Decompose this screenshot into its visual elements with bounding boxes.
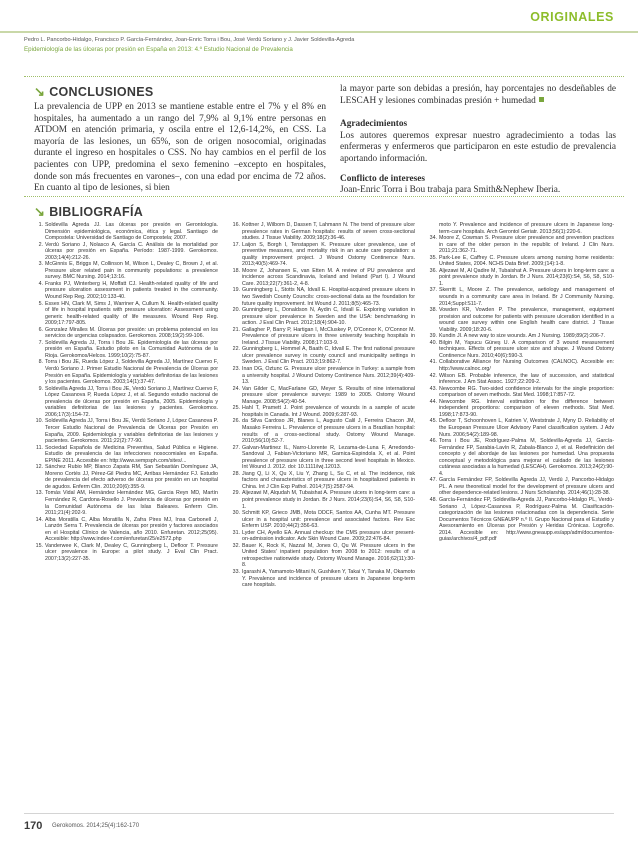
- reference-text: Schmitt KP, Grieco JMB, Mota DDCF, Santos AA, Cunha MT. Pressure ulcer in a hospital unit: prevalence and associated factors. Rev Esc Enferm USP. 2010;44(2):356-63.: [242, 510, 415, 530]
- reference-item: [231, 222, 415, 242]
- reference-text: Soldevilla Agreda JJ, Torra i Bou JE, Verdú Soriano J, Martínez Cuervo F, López Casanova P, Rueda López J, et al. Segundo estudio nacional de prevalencia de úlceras por presión en España, 2005. Epidemiología y variables definitorias de las lesiones y pacientes. Gerokomos. 2006;17(3):154-72.: [45, 385, 218, 418]
- reference-item: [34, 242, 218, 262]
- reference-text: Soldevilla Agreda JJ, Torra i Bou JE, Verdú Soriano J, López Casanova P. Tercer Estudio Nacional de Prevalencia de Úlceras por Presión en España, 2009. Epidemiología y variables definitorias de las lesiones y pacientes. Gerokomos. 2011;22(2):77-90.: [45, 418, 218, 445]
- reference-text: Kundin JI. A new way to size wounds. Am J Nursing. 1989;89(2):206-7.: [439, 333, 606, 340]
- reference-number: 27.: [232, 444, 240, 451]
- reference-item: [34, 359, 218, 385]
- reference-number: 38.: [429, 307, 437, 314]
- reference-number: 37.: [429, 287, 437, 294]
- conflict-heading: Conflicto de intereses: [340, 173, 426, 184]
- reference-text: Soldevilla Agreda JJ. Las úlceras por presión en Gerontología. Dimensión epidemiológica, económica, ética y legal. Santiago de Compostela: Universidad de Santiago de Compostela; 2007.: [45, 222, 218, 242]
- reference-text: da Silva Cardoso JR, Blanes L, Augusto Calil J, Ferreira Chacon JM, Masako Ferreira L. Prevalence of pressure ulcers in a Brazilian hospital: results of a cross-sectional study. Ostomy Wound Manage. 2010;56(10):52-7.: [242, 418, 415, 445]
- reference-text: Sánchez Rubio MP, Blanco Zapata RM, San Sebastián Domínguez JA, Moreno Cortés JJ, Pérez-Gil Piedra MC, Arribas Hernández FJ. Estudio de prevalencia del efecto adverso de úlceras por presión en un hospital de agudos. Enferm Clin. 2010;20(6):355-9.: [45, 464, 218, 490]
- reference-item: [231, 386, 415, 406]
- reference-item: [231, 530, 415, 543]
- reference-number: 25.: [232, 405, 240, 412]
- reference-item: [428, 497, 614, 543]
- section-divider-top: [24, 76, 624, 77]
- reference-item: [34, 386, 218, 419]
- reference-text: Bilgin M, Yapucu Güneş U. A comparison of 3 wound measurement techniques. Effects of pressure ulcer size and shape. J Wound Ostomy Continence Nurs. 2010;40(6):590-3.: [439, 339, 614, 359]
- reference-item: [428, 418, 614, 438]
- reference-number: 20.: [232, 307, 240, 314]
- reference-item: [231, 510, 415, 530]
- reference-number: 11.: [36, 444, 43, 451]
- reference-item: [34, 418, 218, 444]
- reference-number: 35.: [429, 254, 437, 261]
- reference-number: 34.: [429, 235, 437, 242]
- reference-text: Torra i Bou JE, Rueda López J, Soldevilla Agreda JJ, Martínez Cuervo F, Verdú Soriano J. Primer Estudio Nacional de Prevalencia de Úlceras por Presión en España. Epidemiología y variables definitorias de las lesiones y los pacientes. Gerokomos. 2003;14(1):37-47.: [45, 359, 218, 386]
- footer-rule: [24, 813, 614, 814]
- reference-text: Van Gilder C, MacFarlane GD, Meyer S. Results of nine international pressure ulcer prevalence surveys: 1989 to 2005. Ostomy Wound Manage. 2008;54(2):40-54.: [242, 385, 415, 405]
- reference-number: 31.: [232, 529, 240, 536]
- reference-number: 44.: [429, 398, 437, 405]
- journal-citation: Gerokomos. 2014;25(4):162-170: [52, 823, 140, 829]
- conclusiones-continuation: la mayor parte son debidas a presión, hay porcentajes no desdeñables de LESCAH y lesiones combinadas presión + humedad: [340, 84, 616, 106]
- reference-text: Igarashi A, Yamamoto-Mitani N, Gushiken Y, Takai Y, Tanaka M, Okamoto Y. Prevalence and incidence of pressure ulcers in Japanese long-term care hospitals.: [242, 568, 415, 589]
- reference-item: [428, 386, 614, 399]
- reference-item: [428, 399, 614, 419]
- end-mark-icon: [539, 97, 544, 102]
- reference-number: 40.: [429, 339, 437, 346]
- reference-text: Defloor T, Schoonhoven L, Katrien V, Weststrate J, Myny D. Reliability of the European Pressure Ulcer Advisory Panel classification system. J Adv Nurs. 2006;54(2):189-98.: [439, 418, 614, 438]
- running-title: Epidemiología de las úlceras por presión en España en 2013: 4.º Estudio Nacional de Prevalencia: [24, 46, 293, 53]
- reference-number: 36.: [429, 267, 437, 274]
- reference-item: [428, 287, 614, 307]
- reference-number: 13.: [35, 490, 43, 497]
- reference-number: 17.: [232, 241, 240, 248]
- reference-item: [34, 281, 218, 301]
- reference-number: 1.: [38, 222, 43, 228]
- bibliography-column-1: [34, 222, 218, 562]
- reference-number: 48.: [429, 496, 437, 503]
- authors-line: Pedro L. Pancorbo-Hidalgo, Francisco P. García-Fernández, Joan-Enric Torra i Bou, José Verdú Soriano y J. Javier Soldevilla-Agreda: [24, 37, 355, 43]
- reference-text: Aljezawi M, Al Qadire M, Tubaishat A. Pressure ulcers in long-term care: a point prevalence study in Jordan. Br J Nurs. 2014;23(6):S4, S6, S8, S10-1.: [439, 267, 614, 287]
- right-column: [340, 84, 616, 197]
- page-number: 170: [24, 820, 43, 832]
- reference-number: 45.: [429, 418, 437, 425]
- reference-text: Franks PJ, Winterberg H, Moffatt CJ. Health-related quality of life and pressure ulceration assessment in patients treated in the community. Wound Rep Reg. 2002;10:133-40.: [45, 280, 218, 301]
- reference-number: 41.: [429, 359, 437, 366]
- reference-number: 46.: [429, 438, 437, 445]
- header-rule: [0, 31, 638, 33]
- reference-item: [231, 366, 415, 386]
- reference-number: 22.: [232, 346, 240, 353]
- reference-number: 16.: [232, 222, 240, 228]
- reference-number: 23.: [232, 366, 240, 373]
- reference-text: moto Y. Prevalence and incidence of pressure ulcers in Japanese long-term-care hospitals. Arch Gerontol Geriatr. 2013;56(1):220-6.: [439, 222, 614, 235]
- reference-text: Inan DG, Oztunc G. Pressure ulcer prevalence in Turkey: a sample from a university hospital. J Wound Ostomy Continence Nurs. 2012;39(4):409-13.: [242, 366, 415, 386]
- reference-text: Soldevilla Agreda JJ, Torra i Bou JE. Epidemiología de las úlceras por presión en España. Estudio piloto en la Comunidad Autónoma de la Rioja. Gerokomos/Helcos. 1999;10(2):75-87.: [45, 339, 218, 359]
- reference-item: [231, 287, 415, 307]
- bibliografia-heading-text: BIBLIOGRAFÍA: [49, 205, 144, 219]
- section-label: ORIGINALES: [530, 10, 614, 24]
- reference-text: Gallagher P, Barry P, Hartigan I, McCluskey P, O'Connor K, O'Connor M. Prevalence of pressure ulcers in three university teaching hospitals in Ireland. J Tissue Viability. 2008;17:103-9.: [242, 326, 415, 346]
- reference-text: Bauer K, Rock K, Nazzal M, Jones O, Qu W. Pressure ulcers in the United States' inpatient population from 2008 to 2012: results of a retrospective nationwide study. Ostomy Wound Manage. 2016;62(11):30-8.: [242, 542, 415, 569]
- reference-text: Kottner J, Wilborn D, Dassen T, Lahmann N. The trend of pressure ulcer prevalence rates in German hospitals: results of seven cross-sectional studies. J Tissue Viability. 2009;18(2):36-46.: [242, 222, 415, 242]
- reference-text: Gunningberg L, Stotts NA, Idvall E. Hospital-acquired pressure ulcers in two Swedish County Councils: cross-sectional data as the foundation for future quality improvement. Int Wound J. 2011;8(5):465-73.: [242, 287, 415, 307]
- reference-item: [34, 445, 218, 465]
- reference-item: [34, 543, 218, 563]
- reference-text: Newcombe RG. Two-sided confidence intervals for the single proportion: comparison of seven methods. Stat Med. 1998;17:857-72.: [439, 385, 614, 399]
- reference-item: [231, 268, 415, 288]
- reference-text: Alba Moratilla C, Alba Moratilla N, Zafra Pires MJ, Insa Carbonell J, Lanzón Serra T. Prevalencia de úlceras por presión y factores asociados en el Hospital Clínico de Valencia, año 2010. Enfuretan. 2012;25(95). Accesible: http://www.index-f.com/enfuretan/25/e2572.php: [45, 516, 218, 543]
- reference-number: 18.: [232, 267, 240, 274]
- reference-item: [428, 255, 614, 268]
- reference-text: Gunningberg L, Donaldson N, Aydin C, Idvall E. Exploring variation in pressure ulcer prevalence in Sweden and the USA: benchmarking in action. J Eval Clin Pract. 2012;18(4):904-10.: [242, 307, 415, 327]
- reference-number: 19.: [232, 287, 240, 294]
- reference-text: Lyder CH, Ayello EA. Annual checkup: the CMS pressure ulcer present-on-admission indicator. Adv Skin Wound Care. 2009;22:476-84.: [242, 529, 415, 543]
- reference-text: Sociedad Española de Medicina Preventiva, Salud Pública e Higiene. Estudio de prevalencia de las infecciones nosocomiales en España. EPINE 2011. Accesible en: http://www.sempsph.com/sites/...: [45, 444, 218, 464]
- reference-text: García Fernández FP, Soldevilla Agreda JJ, Verdú J, Pancorbo-Hidalgo PL. A new theoretical model for the development of pressure ulcers and other dependence-related lesions. J Nurs Scholarship. 2014;46(1):28-38.: [439, 477, 614, 497]
- reference-text: McGinnis E, Briggs M, Collinson M, Wilson L, Dealey C, Brown J, et al. Pressure ulcer related pain in community populations: a prevalence survey. BMC Nursing. 2014;13:16.: [45, 261, 218, 281]
- reference-number: 43.: [429, 385, 437, 392]
- conclusiones-heading-text: CONCLUSIONES: [49, 85, 154, 99]
- reference-text: Laijon S, Borgh I, Tenstappen K. Pressure ulcer prevalence, use of preventive measures, and mortality risk in an acute care population: a quality improvement project. J Wound Ostomy Continence Nurs. 2013;40(5):469-74.: [242, 241, 415, 268]
- reference-item: [231, 445, 415, 471]
- reference-text: Newcombe RG. Interval estimation for the difference between independent proportions: comparison of eleven methods. Stat Med. 1998;17:873-90.: [439, 398, 614, 418]
- reference-number: 3.: [38, 261, 43, 268]
- reference-item: [34, 517, 218, 543]
- reference-number: 21.: [232, 326, 240, 333]
- reference-item: [231, 405, 415, 418]
- reference-item: [231, 569, 415, 589]
- reference-item: [428, 307, 614, 333]
- reference-text: Skerritt L, Moore Z. The prevalence, aetiology and management of wounds in a community care area in Ireland. Br J Community Nursing. 2014;Suppl:S11-7.: [439, 287, 614, 307]
- reference-number: 2.: [38, 241, 43, 248]
- reference-item: [34, 490, 218, 516]
- reference-item: [34, 327, 218, 340]
- reference-text: Moore Z, Johansen E, van Etten M. A review of PU prevalence and incidence across Scandinavia, Iceland and Ireland (Part I). J Wound Care. 2013;22(7):361-2, 4-8.: [242, 267, 415, 287]
- reference-number: 32.: [232, 542, 240, 549]
- reference-text: Gonzalez Miralles M. Úlceras por presión: un problema potencial en los servicios de urgencias colapsados. Gerokomos. 2008;19(2):99-106.: [45, 326, 218, 340]
- reference-text: Jiang Q, Li X, Qu X, Liu Y, Zhang L, Su C, et al. The incidence, risk factors and characteristics of pressure ulcers in hospitalized patients in China. Int J Clin Exp Pathol. 2014;7(5):2587-94.: [242, 470, 415, 490]
- reference-item: [428, 477, 614, 497]
- reference-text: Park-Lee E, Caffrey C. Pressure ulcers among nursing home residents: United States, 2004. NCHS Data Brief. 2009;(14):1-8.: [439, 254, 614, 268]
- reference-text: Essex HN, Clark M, Sims J, Warriner A, Cullum N. Health-related quality of life in hospital inpatients with pressure ulceration: Assessment using generic health-related quality of life measures. Wound Rep Reg. 2009;17:797-805.: [45, 300, 218, 327]
- reference-item: [34, 301, 218, 327]
- reference-number: 10.: [35, 418, 43, 425]
- reference-number: 47.: [429, 477, 437, 484]
- reference-number: 30.: [232, 510, 240, 517]
- reference-text: Galvan-Martinez IL, Narro-Llorente R, Lezama-de-Luna F, Arredondo-Sandoval J, Fabian-Victoriano MR, Garnica-Espindola X, et al. Point prevalence of pressure ulcers in three second level hospitals in Mexico. Int Wound J. 2012. doi: 10.1111/iwj.12013.: [242, 444, 415, 471]
- reference-number: 29.: [232, 490, 240, 497]
- reference-item: [231, 346, 415, 366]
- reference-number: 9.: [38, 385, 43, 392]
- reference-item: [231, 307, 415, 327]
- reference-item: [231, 471, 415, 491]
- reference-item: [34, 464, 218, 490]
- conclusiones-text: La prevalencia de UPP en 2013 se mantiene estable entre el 7% y el 8% en hospitales, ha aumentado a un rango del 7,9% al 9,1% entre personas en ATDOM en atención primaria, y oscila entre el 12,6-14,2%, en CSS. La mayoría de las lesiones, un 65%, son de origen nosocomial, originadas durante el ingreso en hospitales o CSS. No hay cambios en el perfil de los pacientes con UPP, predomina el sexo femenino –excepto en hospitales, donde son más frecuentes en varones–, con una edad por encima de 72 años. En cuanto al tipo de lesiones, si bien: [34, 102, 326, 194]
- reference-number: 8.: [38, 359, 43, 366]
- reference-number: 5.: [38, 300, 43, 307]
- reference-text: Torra i Bou JE, Rodríguez-Palma M, Soldevilla-Agreda JJ, García-Fernández FP, Sarabia-Lavín R, Zabala-Blanco J, et al. Redefinición del concepto y del abordaje de las lesiones por humedad. Una propuesta conceptual y metodológica para mejorar el cuidado de las lesiones cutáneas asociadas a la humedad (LESCAH). Gerokomos. 2013;24(2):90-4.: [439, 438, 614, 477]
- reference-item: [34, 222, 218, 242]
- arrow-icon: ↘: [34, 204, 46, 219]
- reference-item: [34, 340, 218, 360]
- reference-text: García-Fernández FP, Soldevilla-Agreda JJ, Pancorbo-Hidalgo PL, Verdú-Soriano J, López-Casanova P, Rodríguez-Palma M. Clasificación-categorización de las lesiones relacionadas con la dependencia. Serie Documentos Técnicos GNEAUPP n.º II. Grupo Nacional para el Estudio y Asesoramiento en Úlceras por Presión y Heridas Crónicas. Logroño. 2014. Accesible en: http://www.gneaupp.es/app/adm/documentos-guias/archivos/4_pdf.pdf: [439, 496, 614, 543]
- reference-text: Wilson EB. Probable inference, the law of succession, and statistical inference. J Am Stat Assoc. 1927;22:209-2.: [439, 372, 614, 386]
- reference-text: Verdú Soriano J, Nolasco A, García C. Análisis de la mortalidad por úlceras por presión en España. Período: 1987-1999. Gerokomos. 2003;14(4):212-26.: [45, 241, 218, 261]
- reference-item: [428, 438, 614, 477]
- conflict-text: Joan-Enric Torra i Bou trabaja para Smith&Nephew Iberia.: [340, 185, 561, 196]
- reference-number: 6.: [38, 326, 43, 333]
- reference-number: 24.: [232, 385, 240, 392]
- ack-text: Los autores queremos expresar nuestro agradecimiento a todas las enfermeras y enfermeros que participaron en este estudio de prevalencia aportando información.: [340, 130, 616, 164]
- reference-number: 12.: [35, 464, 43, 471]
- bibliography-column-3: [428, 222, 614, 543]
- reference-text: Gunningberg L, Hommel A, Baath C, Idvall E. The first national pressure ulcer prevalence survey in county council and municipality settings in Sweden. J Eval Clin Pract. 2013;19:862-7.: [242, 346, 415, 366]
- reference-number: 7.: [38, 339, 43, 346]
- reference-number: 4.: [38, 280, 43, 287]
- reference-text: Hahl T, Pramett J. Point prevalence of wounds in a sample of acute hospitals in Canada. Int J Wound. 2009;6:287-93.: [242, 405, 415, 418]
- reference-item: [428, 235, 614, 255]
- reference-item: [428, 268, 614, 288]
- reference-item: [231, 543, 415, 569]
- reference-text: Collaborative Alliance for Nursing Outcomes (CALNOC). Accesible en: http://www.calnoc.org/: [439, 359, 614, 373]
- reference-number: 42.: [429, 372, 437, 379]
- reference-text: Vowden KR, Vowden P. The prevalence, management, equipment provision and outcome for patients with pressure ulceration identified in a wound care survey within one English health care district. J Tissue Viability. 2009;18:20-6.: [439, 307, 614, 333]
- reference-text: Aljezawi M, Alqudah M, Tubaishat A. Pressure ulcers in long-term care: a point prevalence study in Jordan. Br J Nurs. 2014;23(6):S4, S6, S8, S10-1.: [242, 490, 415, 510]
- reference-text: Vanderwee K, Clark M, Dealey C, Gunningberg L, Defloor T. Pressure ulcer prevalence in Europe: a pilot study. J Eval Clin Pract. 2007;13(2):227-35.: [45, 542, 218, 562]
- reference-number: 33.: [232, 568, 240, 575]
- reference-item: [231, 327, 415, 347]
- reference-item: [428, 222, 614, 235]
- bibliography-column-2: [231, 222, 415, 589]
- bibliografia-heading: [34, 204, 143, 220]
- reference-number: 39.: [429, 333, 437, 340]
- reference-text: Tomás Vidal AM, Hernández Hernández MG, Garcia Reyn MD, Martín Fernández R, Cardona-Rosello J. Prevalencia de úlceras por presión en la Comunidad Autónoma de las Islas Baleares. Enferm Clin. 2011;21(4):202-9.: [45, 490, 218, 517]
- reference-number: 14.: [35, 516, 43, 523]
- reference-text: Moore Z, Cowman S. Pressure ulcer prevalence and prevention practices in care of the older person in the republic of Ireland. J Clin Nurs. 2011;21:362-71.: [439, 235, 614, 255]
- reference-item: [428, 340, 614, 360]
- ack-heading: Agradecimientos: [340, 119, 408, 130]
- arrow-icon: ↘: [34, 84, 46, 99]
- reference-item: [34, 261, 218, 281]
- reference-number: 28.: [232, 470, 240, 477]
- reference-number: 15.: [35, 542, 43, 549]
- reference-item: [428, 373, 614, 386]
- section-divider-bottom: [24, 196, 624, 197]
- conclusiones-heading: [34, 84, 154, 100]
- reference-number: 26.: [232, 418, 240, 425]
- reference-item: [428, 359, 614, 372]
- reference-item: [231, 418, 415, 444]
- reference-item: [231, 490, 415, 510]
- reference-item: [231, 242, 415, 268]
